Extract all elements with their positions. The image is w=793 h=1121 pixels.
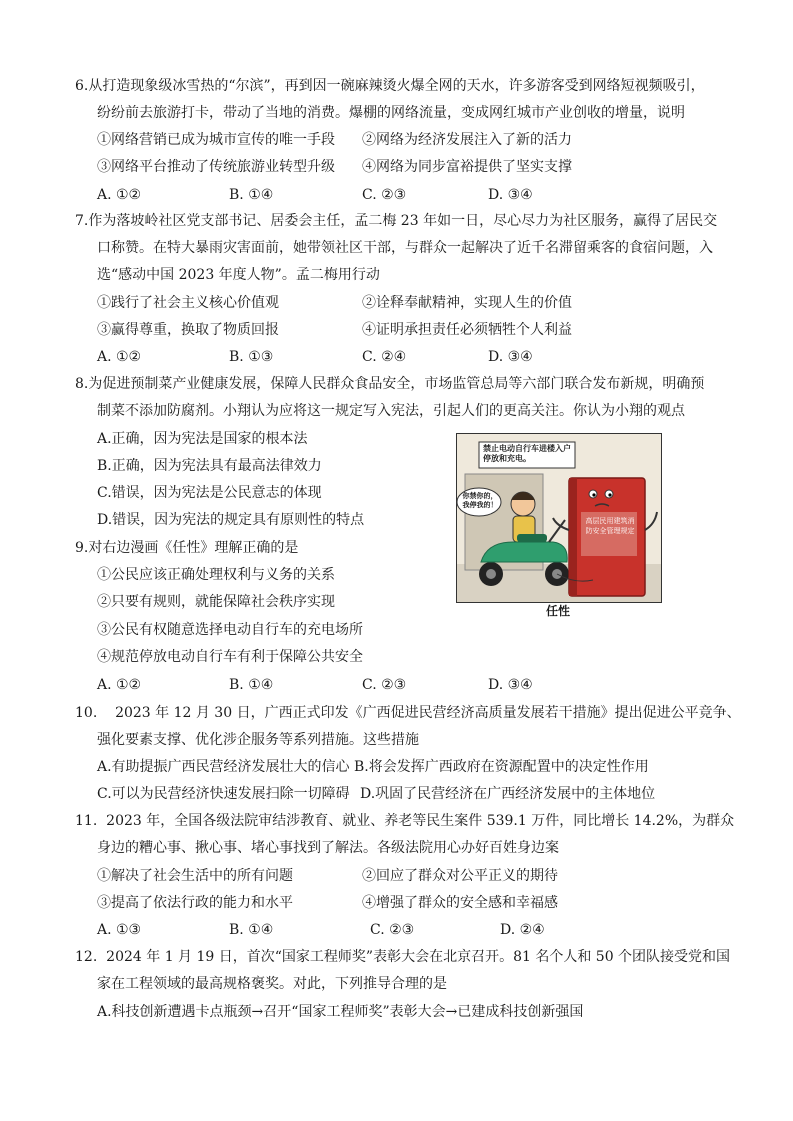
q10-option-d: D.巩固了民营经济在广西经济发展中的主体地位 [360,786,656,802]
q7-stem-line1: 7.作为落坡岭社区党支部书记、居委会主任，孟二梅 23 年如一日，尽心尽力为社区服务，赢得了居民交 [75,213,718,229]
q7-option-b: B. ①③ [229,349,274,365]
q10-stem-line2: 强化要素支撑、优化涉企服务等系列措施。这些措施 [97,732,419,748]
q7-statement-2: ②诠释奉献精神，实现人生的价值 [362,295,572,311]
q9-option-d: D. ③④ [488,677,533,693]
cartoon-speech-bubble-text: 你禁你的，我停我的！ [462,492,498,509]
q9-stem: 9.对右边漫画《任性》理解正确的是 [75,540,299,556]
q7-statement-4: ④证明承担责任必须牺牲个人利益 [362,322,572,338]
q6-option-b: B. ①④ [229,187,274,203]
q6-statement-3: ③网络平台推动了传统旅游业转型升级 [97,159,335,175]
q7-option-c: C. ②④ [362,349,407,365]
q9-option-b: B. ①④ [229,677,274,693]
q6-statement-4: ④网络为同步富裕提供了坚实支撑 [362,159,572,175]
q11-option-b: B. ①④ [229,922,274,938]
q10-option-a: A.有助提振广西民营经济发展壮大的信心 [97,759,350,775]
cartoon-image [456,433,662,603]
q9-statement-2: ②只要有规则，就能保障社会秩序实现 [97,594,335,610]
q8-stem-line2: 制菜不添加防腐剂。小翔认为应将这一规定写入宪法，引起人们的更高关注。你认为小翔的观点 [97,403,685,419]
q11-option-a: A. ①③ [97,922,142,938]
q7-statement-3: ③赢得尊重，换取了物质回报 [97,322,279,338]
q12-option-a: A.科技创新遭遇卡点瓶颈→召开“国家工程师奖”表彰大会→已建成科技创新强国 [97,1004,584,1020]
q11-statement-3: ③提高了依法行政的能力和水平 [97,895,293,911]
q7-stem-line2: 口称赞。在特大暴雨灾害面前，她带领社区干部，与群众一起解决了近千名滞留乘客的食宿问题，入 [97,240,713,256]
q12-stem-line1: 12. 2024 年 1 月 19 日，首次“国家工程师奖”表彰大会在北京召开。81 名个人和 50 个团队接受党和国 [75,949,731,965]
q10-stem-line1: 10. 2023 年 12 月 30 日，广西正式印发《广西促进民营经济高质量发展若干措施》提出促进公平竞争、 [75,705,741,721]
q11-statement-1: ①解决了社会生活中的所有问题 [97,868,293,884]
q6-option-d: D. ③④ [488,187,533,203]
q8-option-b: B.正确，因为宪法具有最高法律效力 [97,458,322,474]
q9-statement-4: ④规范停放电动自行车有利于保障公共安全 [97,649,363,665]
q11-stem-line1: 11. 2023 年，全国各级法院审结涉教育、就业、养老等民生案件 539.1 万件，同比增长 14.2%，为群众 [75,813,735,829]
q6-option-a: A. ①② [97,187,142,203]
q9-option-c: C. ②③ [362,677,407,693]
q6-statement-1: ①网络营销已成为城市宣传的唯一手段 [97,132,335,148]
q11-statement-2: ②回应了群众对公平正义的期待 [362,868,558,884]
cartoon-book-title: 高层民用建筑消防安全管理规定 [585,517,635,535]
q10-option-b: B.将会发挥广西政府在资源配置中的决定性作用 [354,759,649,775]
q10-option-c: C.可以为民营经济快速发展扫除一切障碍 [97,786,350,802]
q6-stem-line2: 纷纷前去旅游打卡，带动了当地的消费。爆棚的网络流量，变成网红城市产业创收的增量，说明 [97,105,685,121]
q11-stem-line2: 身边的糟心事、揪心事、堵心事找到了解法。各级法院用心办好百姓身边案 [97,840,559,856]
q11-option-d: D. ②④ [500,922,545,938]
cartoon-sign-text: 禁止电动自行车进楼入户停放和充电。 [483,444,571,463]
q8-option-d: D.错误，因为宪法的规定具有原则性的特点 [97,512,365,528]
q6-option-c: C. ②③ [362,187,407,203]
q9-statement-3: ③公民有权随意选择电动自行车的充电场所 [97,622,363,638]
q11-statement-4: ④增强了群众的安全感和幸福感 [362,895,558,911]
q6-statement-2: ②网络为经济发展注入了新的活力 [362,132,572,148]
q8-stem-line1: 8.为促进预制菜产业健康发展，保障人民群众食品安全，市场监管总局等六部门联合发布新规，明确预 [75,376,705,392]
q11-option-c: C. ②③ [370,922,415,938]
q9-statement-1: ①公民应该正确处理权利与义务的关系 [97,567,335,583]
q7-statement-1: ①践行了社会主义核心价值观 [97,295,279,311]
q9-option-a: A. ①② [97,677,142,693]
cartoon-caption: 任性 [545,604,570,618]
q12-stem-line2: 家在工程领域的最高规格褒奖。对此，下列推导合理的是 [97,976,447,992]
q7-option-a: A. ①② [97,349,142,365]
q8-option-a: A.正确，因为宪法是国家的根本法 [97,431,308,447]
q7-option-d: D. ③④ [488,349,533,365]
q7-stem-line3: 选“感动中国 2023 年度人物”。孟二梅用行动 [97,267,380,283]
q8-option-c: C.错误，因为宪法是公民意志的体现 [97,485,322,501]
q6-stem-line1: 6.从打造现象级冰雪热的“尔滨”，再到因一碗麻辣烫火爆全网的天水，许多游客受到网络短视频吸引， [75,78,705,94]
